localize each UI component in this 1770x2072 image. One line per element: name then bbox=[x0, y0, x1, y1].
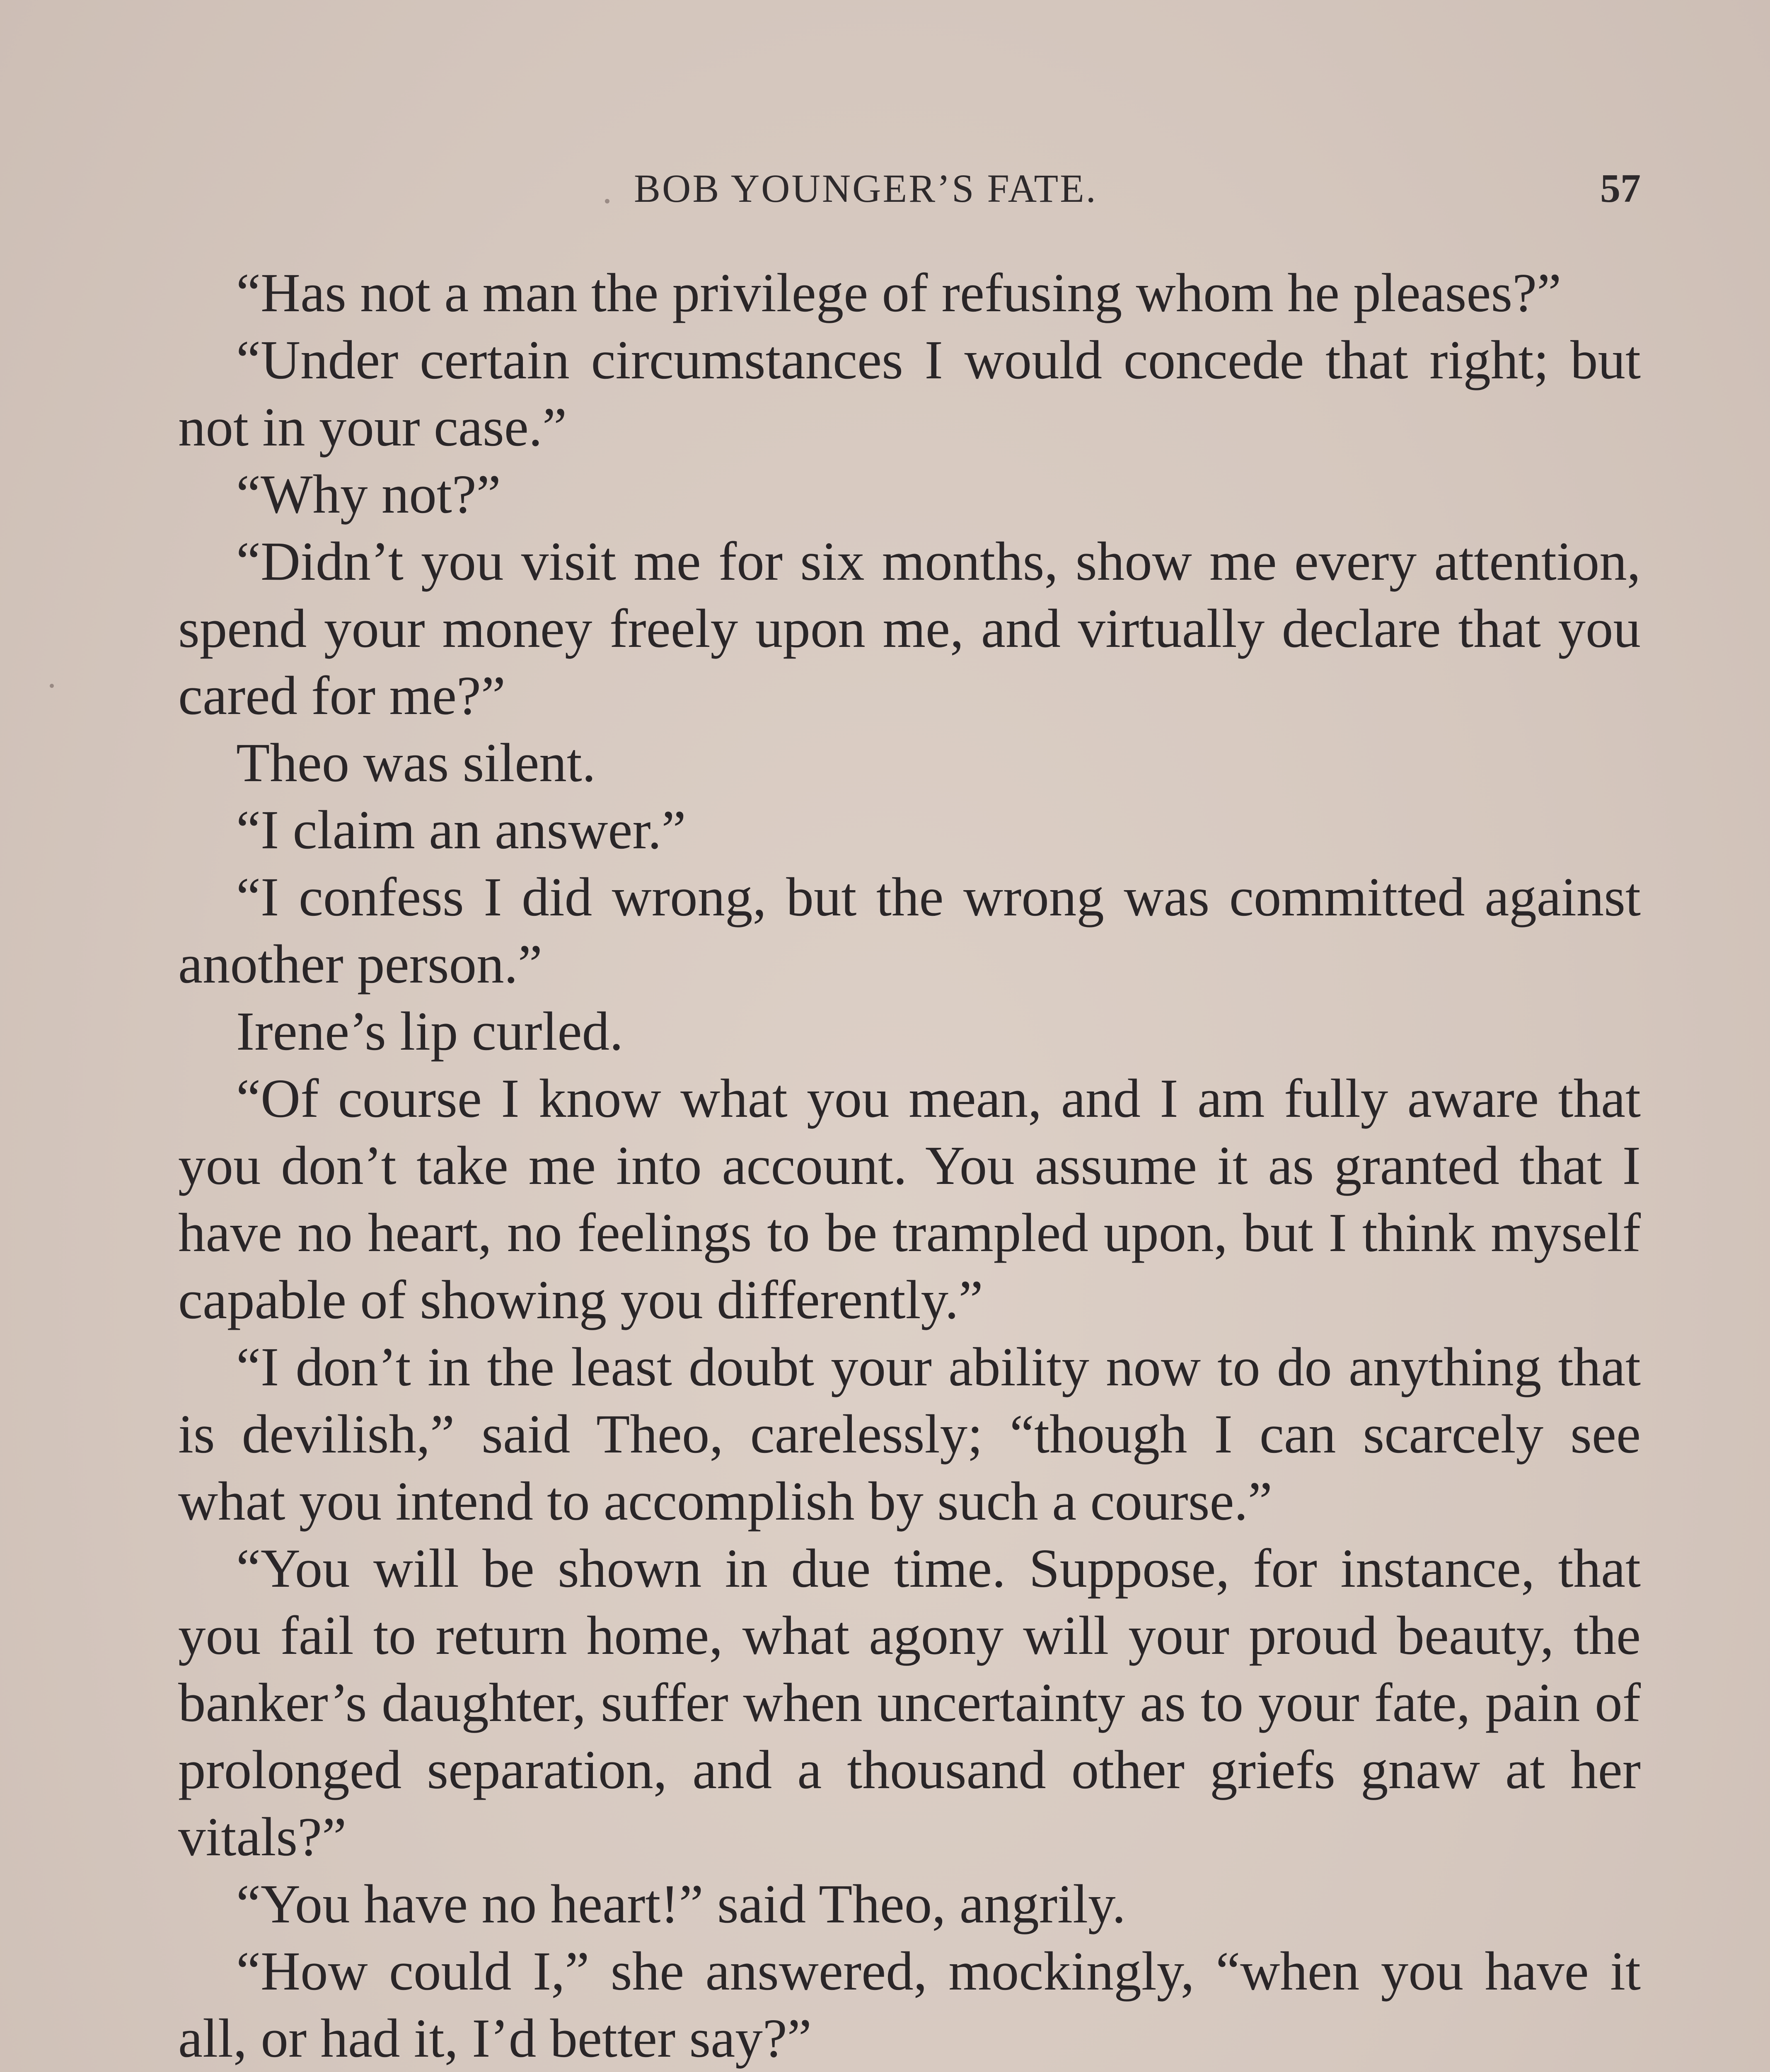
paragraph: Theo was silent. bbox=[236, 732, 596, 793]
paragraph: “You will be shown in due time. Suppose, for instance, that you fail to return home, what agony will your proud beauty, the banker’s daughter, suffer when uncertainty as to your fate, pain of prolonged separation, and a thousand other griefs gnaw at her vitals?” bbox=[178, 1537, 1641, 1867]
body-text bbox=[178, 259, 1641, 2072]
running-header bbox=[178, 164, 1641, 213]
paragraph: “How could I,” she answered, mockingly, “when you have it all, or had it, I’d better say?” bbox=[178, 1940, 1641, 2069]
paragraph: “Didn’t you visit me for six months, show me every attention, spend your money freely upon me, and virtually declare that you cared for me?” bbox=[178, 530, 1641, 726]
paragraph: “I claim an answer.” bbox=[236, 799, 686, 860]
paragraph: “You have no heart!” said Theo, angrily. bbox=[236, 1873, 1126, 1934]
running-title: BOB YOUNGER’S FATE. bbox=[634, 166, 1098, 211]
paragraph: “Under certain circumstances I would concede that right; but not in your case.” bbox=[178, 329, 1641, 457]
paragraph: “Of course I know what you mean, and I am fully aware that you don’t take me into account. You assume it as granted that I have no heart, no feelings to be trampled upon, but I think myself capable of showing you differently.” bbox=[178, 1067, 1641, 1330]
paper-speck bbox=[50, 684, 54, 688]
page-number: 57 bbox=[1600, 166, 1641, 211]
paragraph: “Has not a man the privilege of refusing whom he pleases?” bbox=[236, 262, 1562, 323]
paragraph: Irene’s lip curled. bbox=[236, 1000, 624, 1062]
paragraph: “I don’t in the least doubt your ability now to do anything that is devilish,” said Theo, carelessly; “though I can scarcely see what you intend to accomplish by such a course.” bbox=[178, 1336, 1641, 1532]
paragraph: “I confess I did wrong, but the wrong was committed against another person.” bbox=[178, 866, 1641, 995]
paragraph: “Why not?” bbox=[236, 463, 501, 525]
